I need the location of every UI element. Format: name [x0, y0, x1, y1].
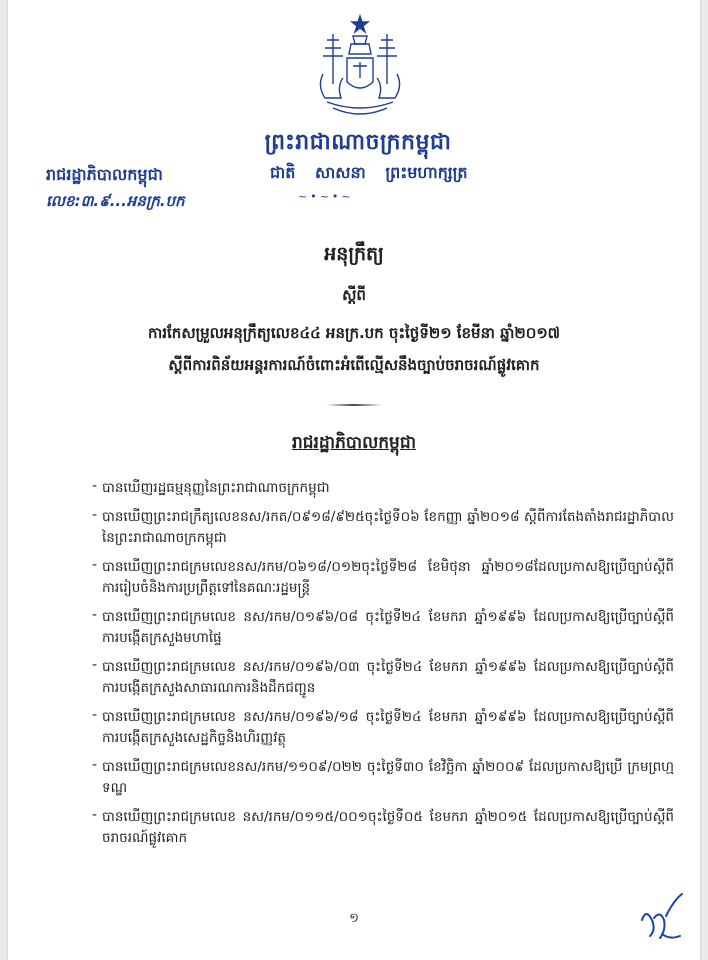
issuer-heading: រាជរដ្ឋាភិបាលកម្ពុជា — [291, 433, 417, 453]
list-item — [92, 707, 674, 749]
list-item — [92, 657, 674, 699]
dash-bullet: - — [92, 557, 98, 573]
dash-bullet: - — [92, 807, 98, 823]
list-item — [92, 557, 674, 599]
list-item-text: បានឃើញព្រះរាជក្រមលេខនស/រកម/០៦១៨/០១២ចុះថ្ងៃទី២៨ ខែមិថុនា ឆ្នាំ២០១៨ដែលប្រកាសឱ្យប្រើច្បាប់ស្តីពីការរៀបចំនិងការប្រព្រឹត្តទៅនៃគណៈរដ្ឋមន្ត្រី — [102, 559, 674, 596]
list-item-text: បានឃើញព្រះរាជក្រមលេខ នស/រកម/០១៩៦/១៨ ចុះថ្ងៃទី២៤ ខែមករា ឆ្នាំ១៩៩៦ ដែលប្រកាសឱ្យប្រើច្បាប់ស្តីពីការបង្កើតក្រសួងសេដ្ឋកិច្ចនិងហិរញ្ញវត្ថុ — [102, 709, 674, 746]
list-item-text: បានឃើញព្រះរាជក្រមលេខ នស/រកម/០១៩៦/០៨ ចុះថ្ងៃទី២៤ ខែមករា ឆ្នាំ១៩៩៦ ដែលប្រកាសឱ្យប្រើច្បាប់ស្តីពីការបង្កើតក្រសួងមហាផ្ទៃ — [102, 609, 674, 646]
reference-number: លេខ:៣.៩...អនក្រ.បក — [46, 192, 185, 210]
issuing-government: រាជរដ្ឋាភិបាលកម្ពុជា — [46, 165, 163, 184]
document-type: អនុក្រឹត្យ — [324, 243, 384, 265]
list-item-text: បានឃើញព្រះរាជក្រមលេខ នស/រកម/០១១៥/០០១ចុះថ្ងៃទី០៥ ខែមករា ឆ្នាំ២០១៥ ដែលប្រកាសឱ្យប្រើច្បាប់ស្តីពីចរាចរណ៍ផ្លូវគោក — [102, 809, 674, 846]
about-label: ស្ដីពី — [342, 286, 366, 304]
initials-signature — [636, 890, 688, 944]
dash-bullet: - — [92, 478, 98, 494]
dash-bullet: - — [92, 507, 98, 523]
document-page — [8, 0, 700, 960]
dash-bullet: - — [92, 707, 98, 723]
list-item-text: បានឃើញព្រះរាជក្រមលេខ នស/រកម/០១៩៦/០៣ ចុះថ្ងៃទី២៤ ខែមករា ឆ្នាំ១៩៩៦ ដែលប្រកាសឱ្យប្រើច្បាប់ស្តីពីការបង្កើតក្រសួងសាធារណការនិងដឹកជញ្ជូន — [102, 659, 674, 696]
list-item — [92, 478, 674, 499]
list-item-text: បានឃើញព្រះរាជក្រមលេខនស/រកម/១១០៩/០២២ ចុះថ្ងៃទី៣០ ខែវិច្ឆិកា ឆ្នាំ២០០៩ ដែលប្រកាសឱ្យប្រើ ក្រមព្រហ្មទណ្ឌ — [102, 759, 674, 796]
list-item — [92, 507, 674, 549]
list-item — [92, 757, 674, 799]
subject-line-2: ស្ដីពីការពិន័យអន្តរការណ៍ចំពោះអំពើល្មើសនឹងច្បាប់ចរាចរណ៍ផ្លូវគោក — [168, 356, 540, 374]
national-motto: ជាតិ សាសនា ព្រះមហាក្សត្រ — [270, 163, 468, 182]
dash-bullet: - — [92, 657, 98, 673]
page-number: ១ — [349, 911, 359, 926]
list-item-text: បានឃើញព្រះរាជក្រឹត្យលេខនស/រកត/០៩១៨/៩២៥ចុះថ្ងៃទី០៦ ខែកញ្ញា ឆ្នាំ២០១៨ ស្តីពីការតែងតាំងរាជរដ្ឋាភិបាលនៃព្រះរាជាណាចក្រកម្ពុជា — [102, 509, 674, 546]
royal-coat-of-arms-icon — [313, 14, 407, 124]
motto-ornament: ~•~•~ — [298, 190, 354, 203]
dash-bullet: - — [92, 757, 98, 773]
dash-bullet: - — [92, 607, 98, 623]
kingdom-title: ព្រះរាជាណាចក្រកម្ពុជា — [264, 130, 452, 155]
divider — [326, 404, 382, 406]
list-item — [92, 807, 674, 849]
legal-basis-list — [92, 478, 674, 857]
list-item — [92, 607, 674, 649]
list-item-text: បានឃើញរដ្ឋធម្មនុញ្ញនៃព្រះរាជាណាចក្រកម្ពុជា — [102, 480, 330, 496]
subject-line-1: ការកែសម្រួលអនុក្រឹត្យលេខ៤៤ អនក្រ.បក ចុះថ្ងៃទី២១ ខែមីនា ឆ្នាំ២០១៧ — [148, 324, 560, 342]
